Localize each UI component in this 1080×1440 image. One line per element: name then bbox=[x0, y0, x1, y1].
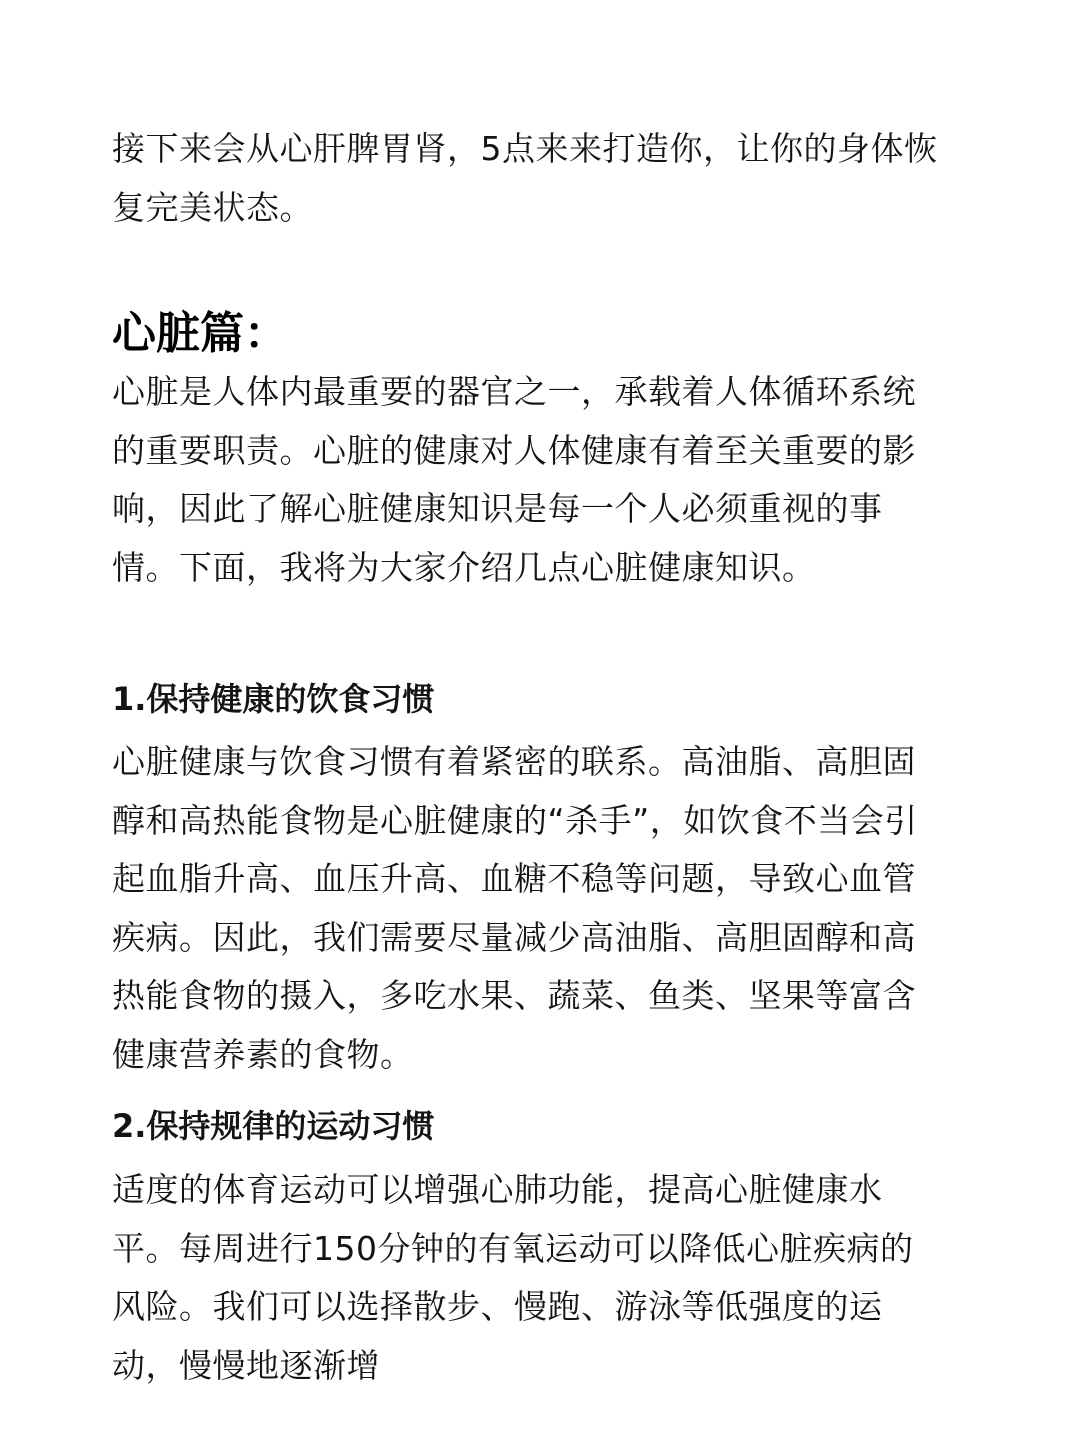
point-1-title: 1.保持健康的饮食习惯 bbox=[112, 680, 435, 718]
section-intro-paragraph: 心脏是人体内最重要的器官之一，承载着人体循环系统的重要职责。心脏的健康对人体健康有着至关重要的影响，因此了解心脏健康知识是每一个人必须重视的事情。下面，我将为大家介绍几点心脏健康知识。 bbox=[112, 372, 916, 587]
point-2-title: 2.保持规律的运动习惯 bbox=[112, 1107, 435, 1145]
point-2-body: 适度的体育运动可以增强心肺功能，提高心脏健康水平。每周进行150分钟的有氧运动可以降低心脏疾病的风险。我们可以选择散步、慢跑、游泳等低强度的运动，慢慢地逐渐增 bbox=[112, 1170, 914, 1385]
point-1-body: 心脏健康与饮食习惯有着紧密的联系。高油脂、高胆固醇和高热能食物是心脏健康的“杀手”，如饮食不当会引起血脂升高、血压升高、血糖不稳等问题，导致心血管疾病。因此，我们需要尽量减少高油脂、高胆固醇和高热能食物的摄入，多吃水果、蔬菜、鱼类、坚果等富含健康营养素的食物。 bbox=[112, 742, 918, 1074]
intro-paragraph: 接下来会从心肝脾胃肾，5点来来打造你，让你的身体恢复完美状态。 bbox=[112, 129, 938, 227]
section-title: 心脏篇： bbox=[112, 308, 288, 359]
